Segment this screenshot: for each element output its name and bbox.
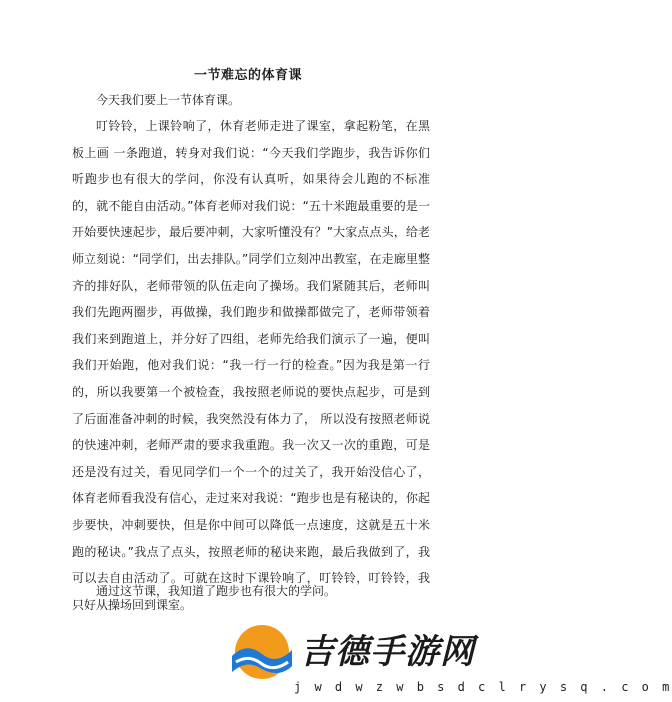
watermark-url: j w d w z w b s d c l r y s q . c o m <box>294 680 672 694</box>
site-watermark <box>228 618 672 702</box>
paragraph-conclusion: 通过这节课，我知道了跑步也有很大的学问。 <box>96 584 337 598</box>
paragraph-intro: 今天我们要上一节体育课。 <box>96 93 241 107</box>
paragraph-body: 叮铃铃，上课铃响了，休育老师走进了课室，拿起粉笔，在黑板上画 一条跑道，转身对我们说：“今天我们学跑步，我告诉你们听跑步也有很大的学问，你没有认真听，如果待会儿跑的不标准的，就不能自由活动。”体育老师对我们说：“五十米跑最重要的是一开始要快速起步，最后要冲刺，大家听懂没有？”大家点点头，给老师立刻说：“同学们，出去排队。”同学们立刻冲出教室，在走廊里整齐的排好队，老师带领的队伍走向了操场。我们紧随其后，老师叫我们先跑两圈步，再做操，我们跑步和做操都做完了，老师带领着我们来到跑道上，并分好了四组，老师先给我们演示了一遍，便叫我们开始跑，他对我们说：“我一行一行的检查。”因为我是第一行的，所以我要第一个被检查，我按照老师说的要快点起步，可是到了后面准备冲刺的时候，我突然没有体力了， 所以没有按照老师说的快速冲刺，老师严肃的要求我重跑。我一次又一次的重跑，可是还是没有过关，看见同学们一个一个的过关了，我开始没信心了，体育老师看我没有信心，走过来对我说：“跑步也是有秘诀的，你起步要快，冲刺要快，但是你中间可以降低一点速度，这就是五十米跑的秘诀。”我点了点头，按照老师的秘诀来跑，最后我做到了，我可以去自由活动了。可就在这时下课铃响了，叮铃铃，叮铃铃，我只好从操场回到课室。 <box>72 119 430 612</box>
document-title: 一节难忘的体育课 <box>193 68 302 83</box>
wave-sun-logo-icon <box>228 622 294 682</box>
watermark-site-name: 吉德手游网 <box>300 632 475 672</box>
